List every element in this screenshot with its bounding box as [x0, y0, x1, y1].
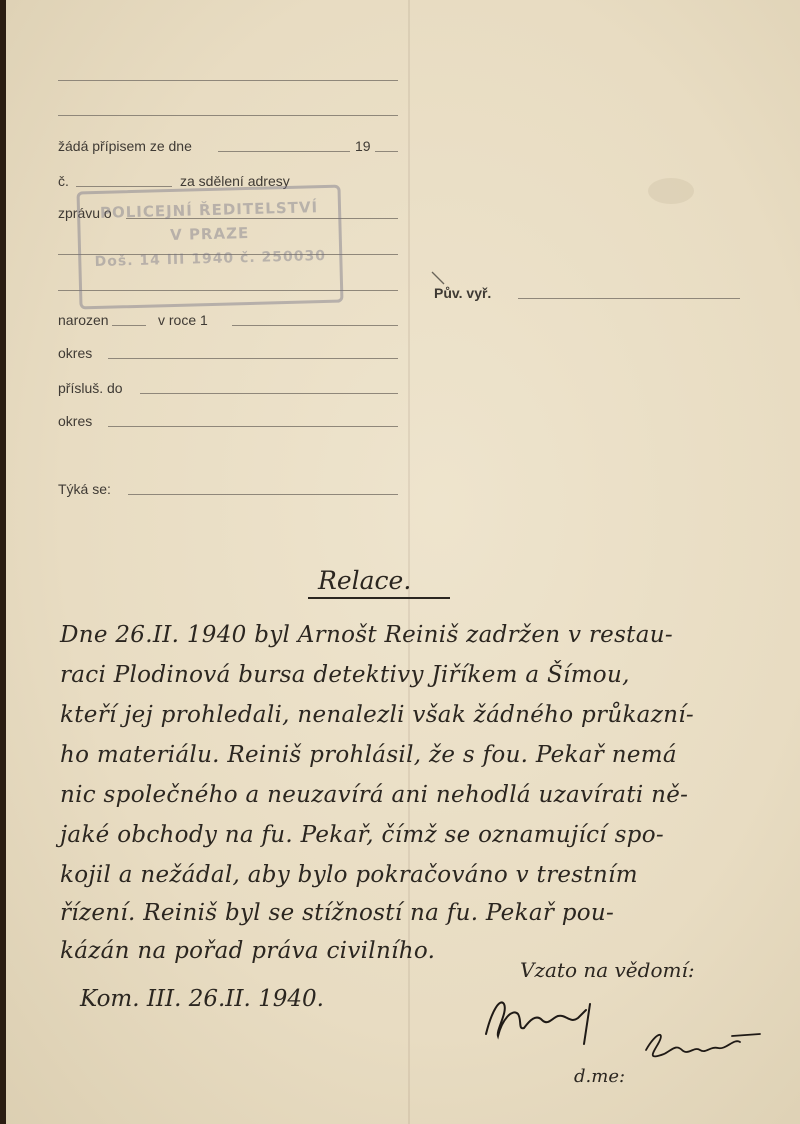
concerns-label: Týká se: [58, 481, 111, 497]
born-year-label: v roce 1 [158, 312, 208, 328]
number-label: č. [58, 173, 69, 189]
date-line [218, 151, 350, 152]
born-year-line [232, 325, 398, 326]
police-stamp [77, 185, 344, 310]
blank-line [58, 80, 398, 81]
report-line-9: kázán na pořad práva civilního. [60, 938, 436, 964]
report-about-label: zprávu o [58, 205, 112, 221]
signature-official [636, 1026, 766, 1066]
acknowledged-label: Vzato na vědomí: [520, 958, 695, 982]
stamp-line-3: Doš. 14 III 1940 č. 250030 [94, 247, 327, 271]
report-line-6: jaké obchody na fu. Pekař, čímž se oznamující spo- [60, 822, 664, 848]
district-label-2: okres [58, 413, 93, 429]
report-line-8: řízení. Reiniš byl se stížností na fu. Pekař pou- [60, 900, 615, 926]
dme-note: d.me: [574, 1066, 626, 1087]
report-line-7: kojil a nežádal, aby bylo pokračováno v trestním [60, 862, 638, 888]
title-underline [308, 597, 450, 599]
place-date: Kom. III. 26.II. 1940. [80, 986, 324, 1012]
signature-pekar [478, 990, 608, 1050]
district-line-2 [108, 426, 398, 427]
report-line-5: nic společného a neuzavírá ani nehodlá uzavírati ně- [60, 782, 689, 808]
paper-stain [648, 178, 694, 204]
number-line [76, 186, 172, 187]
report-line-1: Dne 26.II. 1940 byl Arnošt Reiniš zadržen v restau- [60, 622, 673, 648]
blank-line [58, 115, 398, 116]
year-prefix: 19 [355, 138, 371, 154]
report-line-2: raci Plodinová bursa detektivy Jiříkem a Šímou, [60, 662, 630, 688]
domicile-label: přísluš. do [58, 380, 123, 396]
concerns-line [128, 494, 398, 495]
address-request-label: za sdělení adresy [180, 173, 290, 189]
report-line-4: ho materiálu. Reiniš prohlásil, že s fou. Pekař nemá [60, 742, 677, 768]
domicile-line [140, 393, 398, 394]
original-handling-line [518, 298, 740, 299]
stamp-line-2: V PRAZE [169, 223, 250, 245]
report-line-3: kteří jej prohledali, nenalezli však žádného průkazní- [60, 702, 694, 728]
report-title: Relace. [318, 566, 412, 595]
stamp-line-1: POLICEJNÍ ŘEDITELSTVÍ [99, 198, 319, 222]
scan-edge [0, 0, 6, 1124]
born-line [112, 325, 146, 326]
district-line [108, 358, 398, 359]
district-label: okres [58, 345, 93, 361]
born-label: narozen [58, 312, 109, 328]
request-label: žádá přípisem ze dne [58, 138, 192, 154]
original-handling-label: Pův. vyř. [434, 285, 492, 301]
year-line [375, 151, 398, 152]
